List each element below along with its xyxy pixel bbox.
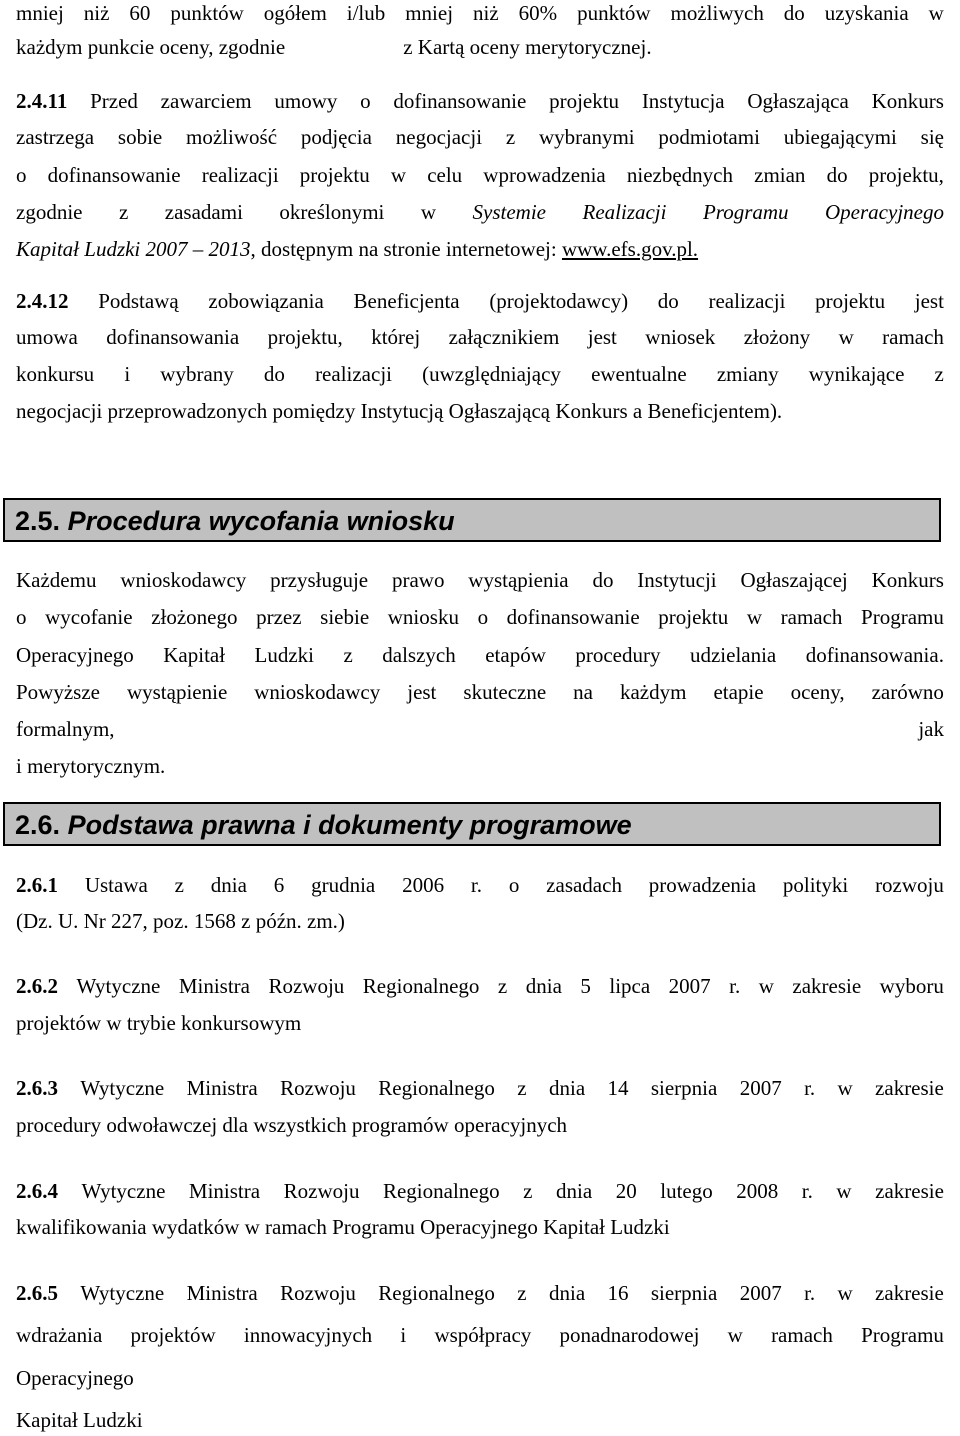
word: zakresie	[875, 1076, 944, 1100]
word: dofinansowanie	[47, 163, 181, 187]
word: Podstawą	[98, 289, 179, 313]
word: z	[118, 200, 129, 224]
word: zmiany	[716, 362, 779, 386]
word: wystąpienie	[126, 680, 228, 704]
word: o	[16, 163, 27, 187]
word: jak	[918, 717, 944, 741]
word: projektu,	[267, 325, 343, 349]
word: się	[920, 125, 944, 149]
word: ramach	[771, 1323, 833, 1347]
word: podjęcia	[300, 125, 372, 149]
word: prowadzenia	[648, 873, 757, 897]
word: dnia	[525, 974, 562, 998]
word: wybranymi	[538, 125, 635, 149]
word: (uwzględniający	[422, 362, 561, 386]
word: dnia	[210, 873, 247, 897]
word: siebie	[320, 605, 370, 629]
word: Programu	[861, 1323, 944, 1347]
text-span: negocjacji przeprowadzonych pomiędzy Instytucją Ogłaszającą Konkurs a Beneficjentem).	[16, 399, 783, 423]
word: sobie	[117, 125, 163, 149]
word: procedury	[575, 643, 661, 667]
word: lutego	[660, 1179, 713, 1203]
word: projektu	[658, 605, 729, 629]
word: r.	[804, 1076, 816, 1100]
word: w	[746, 605, 763, 629]
word: w	[727, 1323, 743, 1347]
word: przez	[256, 605, 302, 629]
word: 6	[273, 873, 285, 897]
word: r.	[729, 974, 741, 998]
text-span: procedury odwoławczej dla wszystkich programów operacyjnych	[16, 1113, 568, 1137]
paragraph-line	[16, 124, 944, 150]
word: dnia	[548, 1076, 586, 1100]
word: jest	[587, 325, 617, 349]
text-span: projektów w trybie konkursowym	[16, 1011, 302, 1035]
word: umowa	[16, 325, 78, 349]
word: załącznikiem	[448, 325, 560, 349]
italic-word: Realizacji	[582, 200, 667, 224]
word: projektu	[815, 289, 886, 313]
word: w	[838, 325, 854, 349]
word: ramach	[882, 325, 944, 349]
word: rozwoju	[875, 873, 944, 897]
word: z	[517, 1281, 527, 1305]
word: 5	[580, 974, 591, 998]
section-title: Podstawa prawna i dokumenty programowe	[67, 810, 632, 840]
word: dofinansowania.	[805, 643, 944, 667]
word: Rozwoju	[280, 1281, 356, 1305]
section-heading-2-5	[3, 498, 941, 542]
word: formalnym,	[16, 717, 115, 741]
word: i	[124, 362, 131, 386]
word: współpracy	[434, 1323, 532, 1347]
paragraph-line	[16, 324, 944, 350]
paragraph-line	[16, 753, 944, 779]
word: projektu	[299, 163, 370, 187]
word: Instytucja	[641, 89, 725, 113]
word: z	[343, 643, 353, 667]
paragraph-line	[16, 1407, 944, 1433]
word: zakresie	[875, 1179, 944, 1203]
word: zobowiązania	[208, 289, 324, 313]
word: wdrażania	[16, 1323, 103, 1347]
word: możliwość	[186, 125, 278, 149]
word: o	[16, 605, 27, 629]
word: Ludzki	[254, 643, 315, 667]
word: na	[573, 680, 593, 704]
word: Ministra	[178, 974, 250, 998]
paragraph-line	[16, 1112, 944, 1138]
word: przysługuje	[270, 568, 369, 592]
word: Rozwoju	[283, 1179, 360, 1203]
text-span: Operacyjnego	[16, 1366, 134, 1390]
word: ogółem	[263, 1, 327, 25]
paragraph-line	[16, 288, 944, 314]
word: Ogłaszającej	[740, 568, 848, 592]
text-span: (Dz. U. Nr 227, poz. 1568 z późn. zm.)	[16, 909, 345, 933]
word: celu	[427, 163, 463, 187]
word: z	[934, 362, 944, 386]
word: Ogłaszająca	[747, 89, 849, 113]
word: z	[505, 125, 516, 149]
word: zmian	[754, 163, 806, 187]
word: projektów	[130, 1323, 216, 1347]
word: Konkurs	[871, 568, 944, 592]
word: udzielania	[689, 643, 777, 667]
word: ubiegającymi	[783, 125, 897, 149]
word: w	[837, 1281, 853, 1305]
paragraph-number: 2.6.5	[16, 1281, 58, 1305]
section-heading-text	[15, 506, 455, 536]
word: złożony	[743, 325, 811, 349]
paragraph-line	[16, 162, 944, 188]
text-span: , dostępnym na stronie internetowej:	[250, 237, 562, 261]
word: punktów	[170, 1, 244, 25]
paragraph-line	[16, 199, 944, 225]
word: ewentualne	[591, 362, 687, 386]
word: 14	[607, 1076, 629, 1100]
word: zakresie	[792, 974, 862, 998]
paragraph-line	[16, 1365, 944, 1391]
word: niż	[473, 1, 499, 25]
word: o	[477, 605, 489, 629]
paragraph-number: 2.4.11	[16, 89, 68, 113]
word: Rozwoju	[280, 1076, 356, 1100]
word: Ministra	[188, 1179, 261, 1203]
paragraph-line	[16, 604, 944, 630]
word: w	[390, 163, 407, 187]
word: w	[758, 974, 774, 998]
word: 60%	[518, 1, 558, 25]
word: 2007	[739, 1076, 782, 1100]
word: 16	[607, 1281, 629, 1305]
section-heading-text	[15, 810, 632, 840]
paragraph-number: 2.6.2	[16, 974, 58, 998]
word: podmiotami	[658, 125, 760, 149]
word: polityki	[782, 873, 849, 897]
word: negocjacji	[395, 125, 483, 149]
word: wyboru	[879, 974, 944, 998]
word: dofinansowanie	[393, 89, 527, 113]
word: projektu	[549, 89, 620, 113]
paragraph-line	[16, 716, 944, 742]
italic-title: Kapitał Ludzki 2007 – 2013	[16, 237, 251, 261]
paragraph-line	[16, 642, 944, 668]
word: Wytyczne	[81, 1179, 166, 1203]
section-number: 2.5.	[15, 506, 61, 536]
word: ramach	[780, 605, 843, 629]
word: ponadnarodowej	[559, 1323, 700, 1347]
paragraph-line	[16, 1322, 944, 1348]
section-number: 2.6.	[15, 810, 61, 840]
word: Regionalnego	[362, 974, 480, 998]
paragraph-line	[16, 398, 944, 424]
word: Kapitał	[163, 643, 226, 667]
word: 2007	[739, 1281, 782, 1305]
word: z	[497, 974, 508, 998]
word: Przed	[90, 89, 138, 113]
paragraph-line	[16, 88, 944, 114]
word: mniej	[16, 1, 64, 25]
word: każdym	[619, 680, 687, 704]
word: Regionalnego	[378, 1281, 495, 1305]
word: realizacji	[315, 362, 392, 386]
section-heading-2-6	[3, 802, 941, 846]
word: i	[400, 1323, 407, 1347]
word: o	[508, 873, 520, 897]
word: innowacyjnych	[243, 1323, 373, 1347]
word: sierpnia	[650, 1076, 718, 1100]
word: realizacji	[201, 163, 279, 187]
paragraph-line	[16, 1214, 944, 1240]
paragraph-line	[16, 1075, 944, 1101]
word: Regionalnego	[378, 1076, 495, 1100]
word: etapów	[485, 643, 546, 667]
word: wybrany	[160, 362, 234, 386]
section-title: Procedura wycofania wniosku	[67, 506, 455, 536]
paragraph-line	[16, 1178, 944, 1204]
word: do	[783, 1, 805, 25]
word: w	[420, 200, 437, 224]
word: 60	[129, 1, 151, 25]
word: Wytyczne	[80, 1281, 165, 1305]
word: zgodnie	[16, 200, 83, 224]
word: punktów	[577, 1, 651, 25]
word: dnia	[556, 1179, 593, 1203]
paragraph-line	[16, 679, 944, 705]
word: możliwych	[670, 1, 764, 25]
italic-word: Programu	[702, 200, 789, 224]
word: Konkurs	[871, 89, 944, 113]
word: dofinansowanie	[506, 605, 640, 629]
paragraph-line	[16, 567, 944, 593]
word: wynikające	[808, 362, 905, 386]
word: niezbędnych	[626, 163, 733, 187]
word: Instytucji	[637, 568, 717, 592]
paragraph-number: 2.6.4	[16, 1179, 58, 1203]
word: zastrzega	[16, 125, 95, 149]
word: mniej	[405, 1, 454, 25]
italic-word: Systemie	[472, 200, 547, 224]
text-span: i merytorycznym.	[16, 754, 166, 778]
word: w	[928, 1, 944, 25]
word: grudnia	[311, 873, 376, 897]
paragraph-line	[16, 34, 944, 60]
word: projektu,	[868, 163, 944, 187]
word: zarówno	[871, 680, 944, 704]
word: 2008	[736, 1179, 779, 1203]
paragraph-line	[16, 0, 944, 26]
paragraph-line	[16, 973, 944, 999]
word: do	[826, 163, 848, 187]
word: 2007	[668, 974, 711, 998]
text-span: kwalifikowania wydatków w ramach Programu Operacyjnego Kapitał Ludzki	[16, 1215, 670, 1239]
paragraph-number: 2.6.1	[16, 873, 58, 897]
word: wprowadzenia	[483, 163, 606, 187]
word: Ministra	[186, 1076, 258, 1100]
word: lipca	[609, 974, 651, 998]
text-span: Kapitał Ludzki	[16, 1408, 143, 1432]
text-span: z Kartą oceny merytorycznej.	[403, 35, 652, 59]
word: Operacyjnego	[16, 643, 134, 667]
word: wycofanie	[45, 605, 133, 629]
paragraph-line	[16, 236, 944, 262]
text-span: każdym punkcie oceny, zgodnie	[16, 35, 286, 59]
word: skuteczne	[463, 680, 547, 704]
word: Beneficjenta	[353, 289, 460, 313]
word: z	[174, 873, 184, 897]
word: zasadami	[164, 200, 243, 224]
word: w	[836, 1179, 852, 1203]
word: Regionalnego	[382, 1179, 500, 1203]
word: wnioskodawcy	[254, 680, 381, 704]
word: uzyskania	[824, 1, 909, 25]
paragraph-number: 2.4.12	[16, 289, 69, 313]
word: umowy	[274, 89, 338, 113]
word: Rozwoju	[268, 974, 345, 998]
word: oceny,	[790, 680, 845, 704]
word: o	[360, 89, 371, 113]
word: Wytyczne	[76, 974, 161, 998]
paragraph-number: 2.6.3	[16, 1076, 58, 1100]
word: wniosku	[387, 605, 459, 629]
word: złożonego	[151, 605, 238, 629]
word: 20	[615, 1179, 637, 1203]
word: zasadach	[546, 873, 622, 897]
word: dofinansowania	[106, 325, 240, 349]
word: określonymi	[279, 200, 385, 224]
word: Każdemu	[16, 568, 97, 592]
word: do	[592, 568, 614, 592]
word: zawarciem	[160, 89, 252, 113]
word: Ministra	[186, 1281, 258, 1305]
italic-word: Operacyjnego	[825, 200, 944, 224]
word: w	[837, 1076, 853, 1100]
word: zakresie	[875, 1281, 944, 1305]
word: jest	[914, 289, 944, 313]
word: r.	[801, 1179, 813, 1203]
efs-website-link[interactable]: www.efs.gov.pl.	[561, 237, 699, 261]
word: dnia	[548, 1281, 586, 1305]
word: do	[657, 289, 679, 313]
word: 2006	[402, 873, 445, 897]
word: dalszych	[382, 643, 456, 667]
word: której	[371, 325, 421, 349]
word: z	[523, 1179, 533, 1203]
word: etapie	[713, 680, 764, 704]
word: realizacji	[708, 289, 786, 313]
paragraph-line	[16, 872, 944, 898]
word: wnioskodawcy	[120, 568, 247, 592]
paragraph-line	[16, 908, 944, 934]
word: Powyższe	[16, 680, 100, 704]
word: prawo	[391, 568, 445, 592]
word: Wytyczne	[80, 1076, 165, 1100]
word: jest	[407, 680, 437, 704]
word: r.	[804, 1281, 816, 1305]
word: (projektodawcy)	[489, 289, 629, 313]
word: konkursu	[16, 362, 95, 386]
word: Programu	[861, 605, 944, 629]
word: Ustawa	[84, 873, 148, 897]
paragraph-line	[16, 1010, 944, 1036]
word: wniosek	[645, 325, 716, 349]
word: sierpnia	[650, 1281, 718, 1305]
paragraph-line	[16, 1280, 944, 1306]
word: z	[517, 1076, 527, 1100]
word: niż	[83, 1, 110, 25]
word: i/lub	[346, 1, 386, 25]
word: r.	[470, 873, 483, 897]
paragraph-line	[16, 361, 944, 387]
word: do	[263, 362, 285, 386]
word: wystąpienia	[468, 568, 569, 592]
